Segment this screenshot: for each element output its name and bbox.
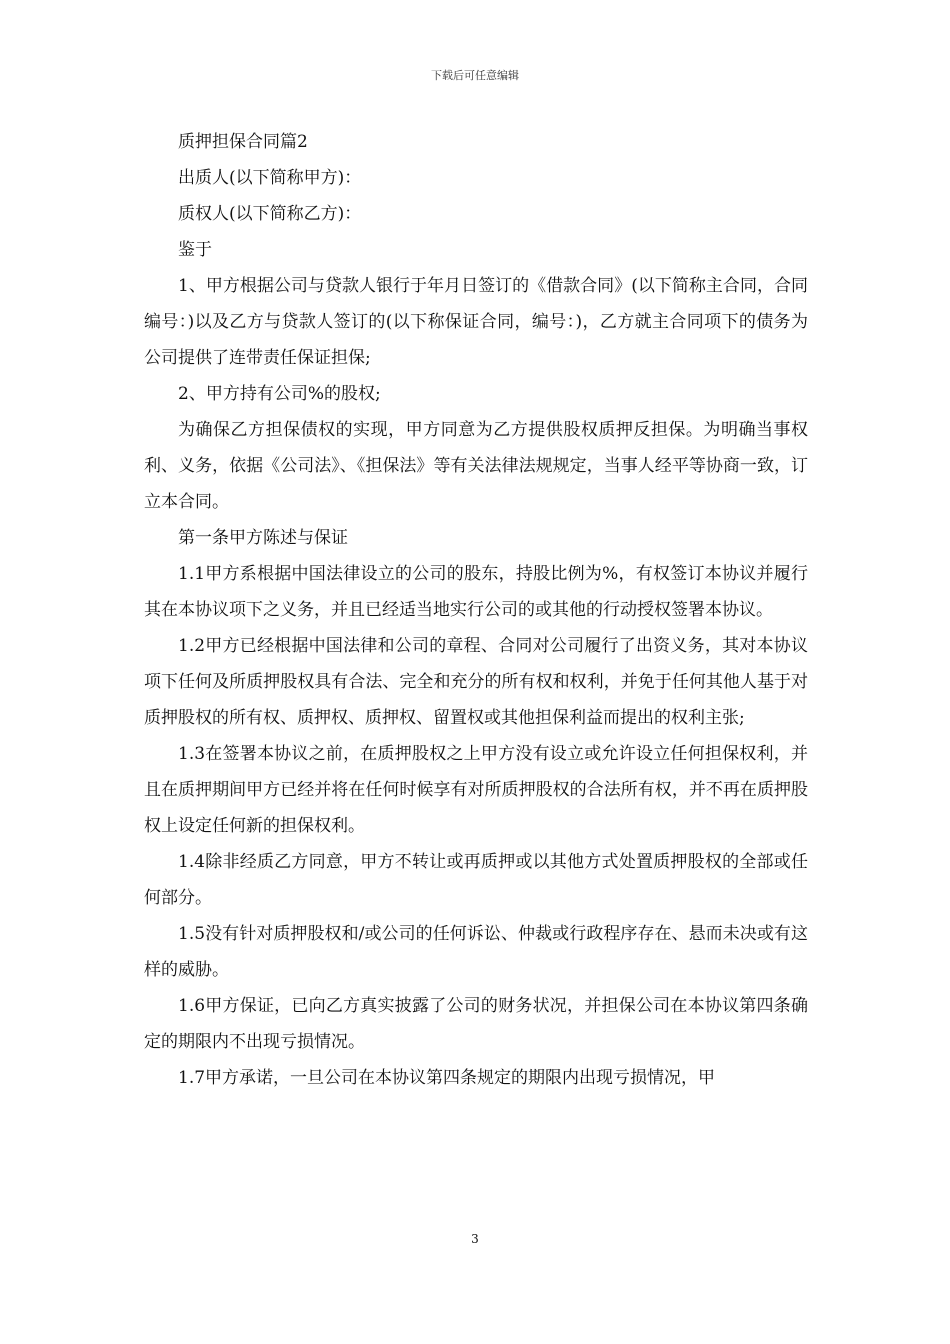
document-body	[144, 124, 808, 1096]
paragraph-whereas: 鉴于	[178, 240, 212, 260]
paragraph-clause-1-3: 1.3在签署本协议之前，在质押股权之上甲方没有设立或允许设立任何担保权利，并且在质押期间甲方已经并将在任何时候享有对所质押股权的合法所有权，并不再在质押股权上设定任何新的担保权利。	[144, 744, 808, 836]
paragraph-clause-1-5: 1.5没有针对质押股权和/或公司的任何诉讼、仲裁或行政程序存在、悬而未决或有这样的威胁。	[144, 924, 808, 980]
page-header-note: 下载后可任意编辑	[431, 69, 519, 82]
paragraph-purpose: 为确保乙方担保债权的实现，甲方同意为乙方提供股权质押反担保。为明确当事权利、义务，依据《公司法》、《担保法》等有关法律法规规定，当事人经平等协商一致，订立本合同。	[144, 420, 808, 512]
page-number: 3	[471, 1232, 479, 1246]
paragraph-pledgor: 出质人(以下简称甲方)：	[178, 168, 362, 188]
paragraph-clause-1-1: 1.1甲方系根据中国法律设立的公司的股东，持股比例为%，有权签订本协议并履行其在本协议项下之义务，并且已经适当地实行公司的或其他的行动授权签署本协议。	[144, 564, 808, 620]
paragraph-clause-1-2: 1.2甲方已经根据中国法律和公司的章程、合同对公司履行了出资义务，其对本协议项下任何及所质押股权具有合法、完全和充分的所有权和权利，并免于任何其他人基于对质押股权的所有权、质押权、质押权、留置权或其他担保利益而提出的权利主张;	[144, 636, 808, 728]
paragraph-clause-1-6: 1.6甲方保证，已向乙方真实披露了公司的财务状况，并担保公司在本协议第四条确定的期限内不出现亏损情况。	[144, 996, 808, 1052]
paragraph-recital-1: 1、甲方根据公司与贷款人银行于年月日签订的《借款合同》(以下简称主合同，合同编号：)以及乙方与贷款人签订的(以下称保证合同，编号：)，乙方就主合同项下的债务为公司提供了连带责任保证担保;	[144, 276, 808, 368]
paragraph-recital-2: 2、甲方持有公司%的股权;	[178, 384, 381, 404]
paragraph-title: 质押担保合同篇2	[178, 132, 308, 152]
paragraph-article-1-heading: 第一条甲方陈述与保证	[178, 528, 348, 548]
paragraph-clause-1-7: 1.7甲方承诺，一旦公司在本协议第四条规定的期限内出现亏损情况，甲	[178, 1068, 716, 1088]
paragraph-pledgee: 质权人(以下简称乙方)：	[178, 204, 362, 224]
paragraph-clause-1-4: 1.4除非经质乙方同意，甲方不转让或再质押或以其他方式处置质押股权的全部或任何部分。	[144, 852, 808, 908]
